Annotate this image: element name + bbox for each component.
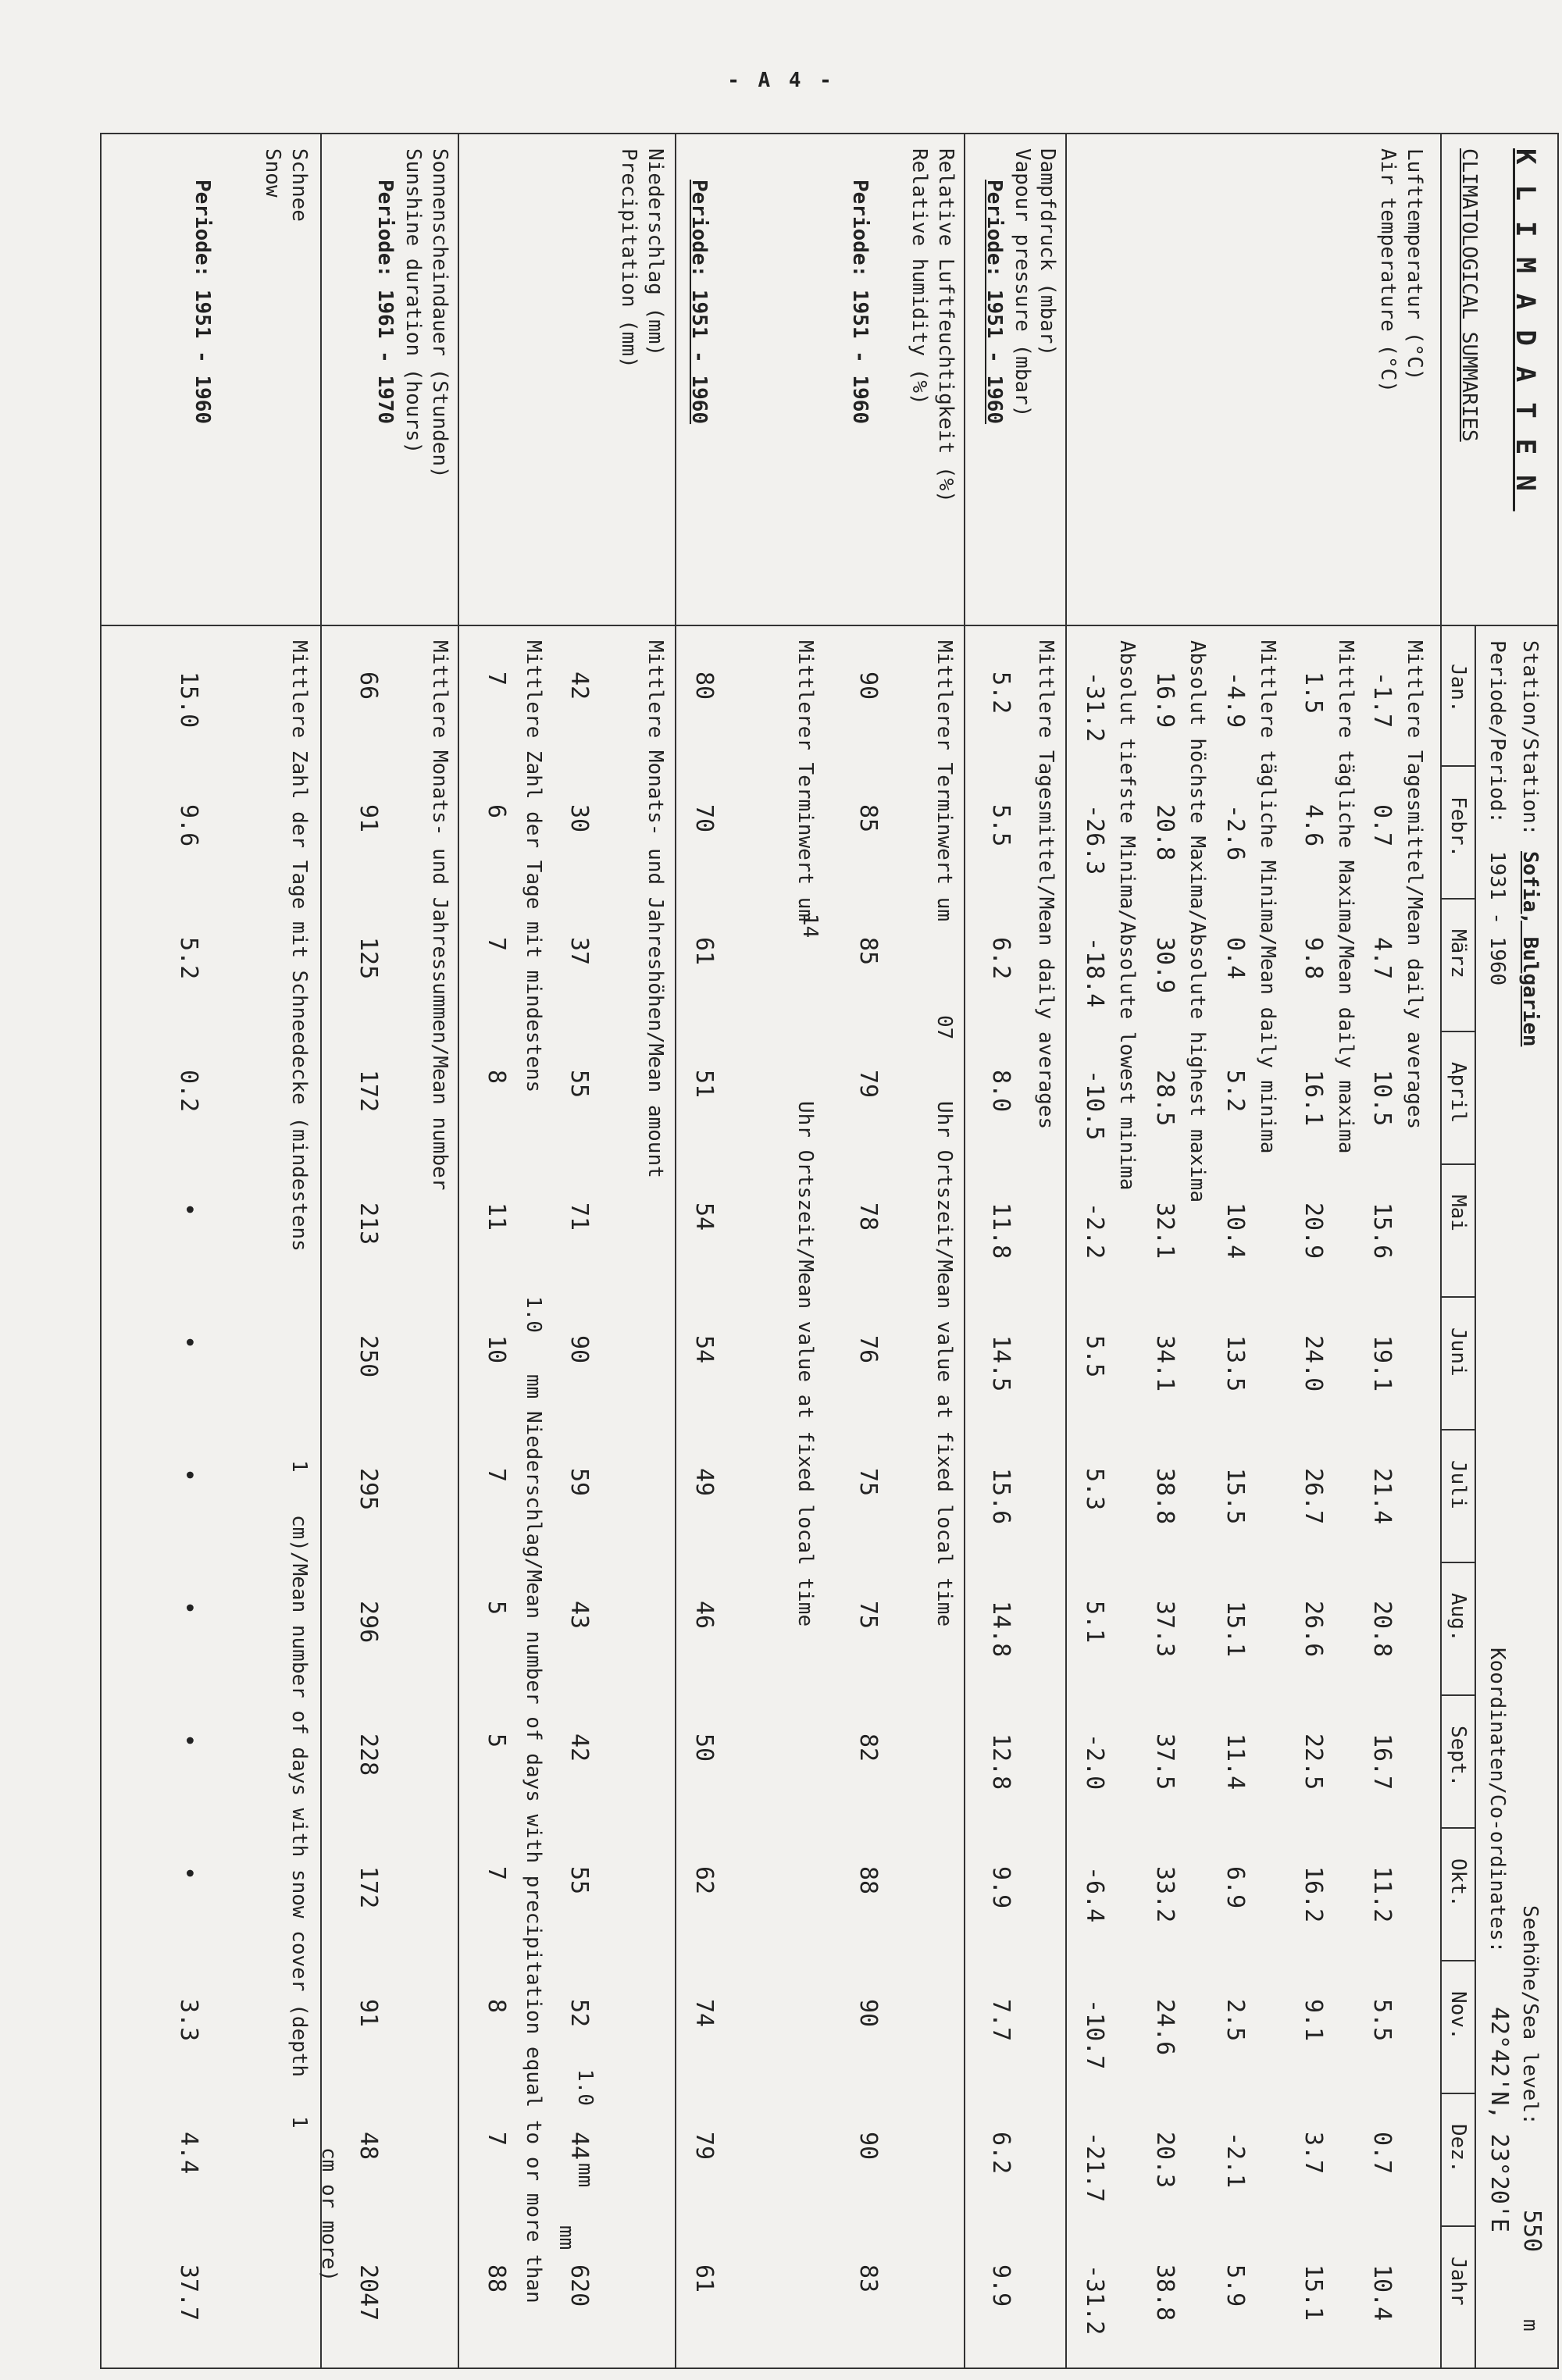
value-cell: 20.9 (1300, 1202, 1327, 1259)
value-cell: 50 (690, 1733, 718, 1762)
value-cell: 5.1 (1081, 1601, 1108, 1644)
humidity-period-2: Periode: 1951 - 1960 (687, 180, 711, 425)
value-cell: 70 (690, 804, 718, 833)
value-cell: • (175, 1601, 202, 1616)
value-cell: 43 (565, 1601, 593, 1630)
value-cell: -2.6 (1221, 804, 1249, 861)
month-row-top (1475, 625, 1476, 2369)
value-cell: 11 (483, 1202, 510, 1231)
month-header-6: Juli (1446, 1460, 1470, 1509)
value-cell: -2.1 (1221, 2132, 1249, 2189)
snow-threshold: 1 (287, 1460, 311, 1473)
snow-label-b: cm)/Mean number of days with snow cover (depth (287, 1515, 311, 2078)
value-cell: • (175, 1202, 202, 1217)
value-cell: 0.7 (1368, 804, 1396, 847)
temp-min-label: Mittlere tägliche Minima/Mean daily minima (1256, 640, 1279, 1154)
station-label: Station/Station: (1518, 640, 1542, 836)
value-cell: 15.1 (1221, 1601, 1249, 1658)
humidity-row2-label-en: Uhr Ortszeit/Mean value at fixed local time (793, 1101, 817, 1627)
humidity-period-1: Periode: 1951 - 1960 (848, 180, 872, 425)
month-header-4: Mai (1446, 1195, 1470, 1231)
humidity-name-de: Relative Luftfeuchtigkeit (%) (934, 148, 958, 503)
humidity-row1-hour: 07 (933, 1015, 956, 1040)
temp-absmin-label: Absolut tiefste Minima/Absolute lowest minima (1115, 640, 1139, 1191)
value-cell: 61 (690, 937, 718, 966)
value-cell: 228 (355, 1733, 382, 1776)
value-cell: 54 (690, 1202, 718, 1231)
frame-left (100, 133, 1559, 134)
temp-name-de: Lufttemperatur (°C) (1403, 148, 1426, 381)
value-cell: 250 (355, 1335, 382, 1378)
value-cell: 38.8 (1151, 2264, 1179, 2321)
temp-name-en: Air temperature (°C) (1376, 148, 1400, 394)
month-header-sep (1442, 2093, 1476, 2094)
value-cell: -2.0 (1081, 1733, 1108, 1790)
value-cell: 26.7 (1300, 1468, 1327, 1525)
temp-mean-label: Mittlere Tagesmittel/Mean daily averages (1403, 640, 1426, 1130)
value-cell: 62 (690, 1866, 718, 1895)
snow-label-a: Mittlere Zahl der Tage mit Schneedecke (mindestens (287, 640, 311, 1252)
value-cell: 26.6 (1300, 1601, 1327, 1658)
month-header-7: Aug. (1446, 1593, 1470, 1642)
month-header-sep (1442, 1562, 1476, 1563)
value-cell: 90 (565, 1335, 593, 1364)
value-cell: 2047 (355, 2264, 382, 2321)
page-number: - A 4 - (727, 69, 835, 92)
value-cell: 42 (565, 1733, 593, 1762)
value-cell: 5.5 (1081, 1335, 1108, 1378)
month-header-12: Jahr (1446, 2257, 1470, 2306)
value-cell: 20.3 (1151, 2132, 1179, 2189)
value-cell: 71 (565, 1202, 593, 1231)
precip-name-de: Niederschlag (mm) (644, 148, 667, 357)
value-cell: 74 (690, 1999, 718, 2028)
value-cell: 8 (483, 1070, 510, 1085)
value-cell: 7 (483, 672, 510, 686)
value-cell: 85 (854, 937, 882, 966)
value-cell: 88 (483, 2264, 510, 2293)
value-cell: 4.7 (1368, 937, 1396, 980)
value-cell: 59 (565, 1468, 593, 1497)
climate-table (100, 133, 1559, 2369)
month-header-9: Okt. (1446, 1858, 1470, 1908)
value-cell: 2.5 (1221, 1999, 1249, 2042)
value-cell: 5 (483, 1601, 510, 1616)
value-cell: 14.8 (987, 1601, 1015, 1658)
divider-humidity (964, 133, 965, 2369)
value-cell: 46 (690, 1601, 718, 1630)
value-cell: 11.4 (1221, 1733, 1249, 1790)
value-cell: 42 (565, 672, 593, 700)
month-header-10: Nov. (1446, 1991, 1470, 2040)
precip-amount-unit: mm (555, 2225, 578, 2250)
value-cell: 37.5 (1151, 1733, 1179, 1790)
sunshine-period: Periode: 1961 - 1970 (373, 180, 397, 425)
value-cell: 7 (483, 1468, 510, 1483)
month-header-8: Sept. (1446, 1726, 1470, 1787)
value-cell: 61 (690, 2264, 718, 2293)
value-cell: 5.2 (175, 937, 202, 980)
precip-days-label-a: Mittlere Zahl der Tage mit mindestens (522, 640, 545, 1093)
value-cell: -4.9 (1221, 672, 1249, 729)
value-cell: 90 (854, 2132, 882, 2161)
precip-days-label-b: mm Niederschlag/Mean number of days with precipitation equal to or more than (522, 1374, 545, 2303)
period-value: 1931 - 1960 (1485, 851, 1509, 986)
value-cell: 5 (483, 1733, 510, 1748)
value-cell: 6 (483, 804, 510, 819)
value-cell: 4.4 (175, 2132, 202, 2175)
sunshine-name-de: Sonnenscheindauer (Stunden) (428, 148, 451, 479)
value-cell: 24.6 (1151, 1999, 1179, 2056)
header-divider (1440, 133, 1442, 2369)
month-header-sep (1442, 1827, 1476, 1829)
value-cell: -10.7 (1081, 1999, 1108, 2070)
value-cell: 172 (355, 1866, 382, 1909)
value-cell: 11.8 (987, 1202, 1015, 1259)
value-cell: 10.4 (1368, 2264, 1396, 2321)
value-cell: -31.2 (1081, 2264, 1108, 2335)
value-cell: -10.5 (1081, 1070, 1108, 1141)
value-cell: 30.9 (1151, 937, 1179, 994)
value-cell: 48 (355, 2132, 382, 2161)
doc-subtitle: CLIMATOLOGICAL SUMMARIES (1457, 148, 1481, 442)
precip-days-threshold-2: 1.0 (573, 2069, 597, 2106)
value-cell: 9.6 (175, 804, 202, 847)
frame-right (100, 2368, 1559, 2369)
value-cell: 32.1 (1151, 1202, 1179, 1259)
value-cell: 90 (854, 672, 882, 700)
frame-bottom (100, 133, 102, 2369)
value-cell: 52 (565, 1999, 593, 2028)
value-cell: 55 (565, 1866, 593, 1895)
month-header-2: März (1446, 929, 1470, 978)
value-cell: 213 (355, 1202, 382, 1245)
value-cell: 19.1 (1368, 1335, 1396, 1392)
value-cell: 85 (854, 804, 882, 833)
snow-label-c: cm or more) (317, 2147, 341, 2282)
divider-sunshine (458, 133, 459, 2369)
value-cell: 0.2 (175, 1070, 202, 1113)
value-cell: 37.7 (175, 2264, 202, 2321)
month-header-sep (1442, 1960, 1476, 1961)
snow-period: Periode: 1951 - 1960 (191, 180, 214, 425)
value-cell: 7 (483, 2132, 510, 2147)
value-cell: • (175, 1335, 202, 1350)
value-cell: -1.7 (1368, 672, 1396, 729)
value-cell: 0.7 (1368, 2132, 1396, 2175)
value-cell: 91 (355, 1999, 382, 2028)
value-cell: 15.6 (1368, 1202, 1396, 1259)
value-cell: 76 (854, 1335, 882, 1364)
divider-vapour (1065, 133, 1067, 2369)
value-cell: 20.8 (1151, 804, 1179, 861)
value-cell: 1.5 (1300, 672, 1327, 714)
value-cell: 9.1 (1300, 1999, 1327, 2042)
value-cell: 0.4 (1221, 937, 1249, 980)
sea-level-label: Seehöhe/Sea level: (1518, 1905, 1542, 2125)
value-cell: 295 (355, 1468, 382, 1511)
vapour-name-de: Dampfdruck (mbar) (1036, 148, 1059, 357)
value-cell: • (175, 1468, 202, 1483)
value-cell: 7.7 (987, 1999, 1015, 2042)
value-cell: 91 (355, 804, 382, 833)
value-cell: 28.5 (1151, 1070, 1179, 1127)
value-cell: 3.3 (175, 1999, 202, 2042)
value-cell: 9.8 (1300, 937, 1327, 980)
humidity-row1-label-en: Uhr Ortszeit/Mean value at fixed local time (933, 1101, 956, 1627)
value-cell: 16.9 (1151, 672, 1179, 729)
value-cell: • (175, 1866, 202, 1881)
value-cell: 9.9 (987, 1866, 1015, 1909)
value-cell: 24.0 (1300, 1335, 1327, 1392)
value-cell: 10 (483, 1335, 510, 1364)
value-cell: -2.2 (1081, 1202, 1108, 1259)
value-cell: 8 (483, 1999, 510, 2014)
month-header-3: April (1446, 1062, 1470, 1124)
value-cell: 82 (854, 1733, 882, 1762)
month-header-sep (1442, 1429, 1476, 1430)
value-cell: 20.8 (1368, 1601, 1396, 1658)
value-cell: 6.2 (987, 2132, 1015, 2175)
value-cell: 5.5 (1368, 1999, 1396, 2042)
month-header-sep (1442, 2225, 1476, 2227)
value-cell: -18.4 (1081, 937, 1108, 1008)
value-cell: 79 (854, 1070, 882, 1099)
value-cell: -21.7 (1081, 2132, 1108, 2203)
value-cell: 54 (690, 1335, 718, 1364)
sunshine-name-en: Sunshine duration (hours) (401, 148, 425, 454)
value-cell: 11.2 (1368, 1866, 1396, 1923)
temp-absmax-label: Absolut höchste Maxima/Absolute highest maxima (1186, 640, 1209, 1203)
snow-name-de: Schnee (287, 148, 311, 222)
value-cell: 44 (565, 2132, 593, 2161)
value-cell: 13.5 (1221, 1335, 1249, 1392)
value-cell: 66 (355, 672, 382, 700)
doc-title: KLIMADATEN (1510, 148, 1541, 511)
value-cell: 90 (854, 1999, 882, 2028)
month-header-sep (1442, 1163, 1476, 1165)
value-cell: 8.0 (987, 1070, 1015, 1113)
month-header-sep (1442, 1296, 1476, 1298)
value-cell: 5.9 (1221, 2264, 1249, 2307)
humidity-row2-label-de: Mittlerer Terminwert um (793, 640, 817, 922)
value-cell: 14.5 (987, 1335, 1015, 1392)
value-cell: 75 (854, 1468, 882, 1497)
divider-snow (320, 133, 322, 2369)
month-header-sep (1442, 765, 1476, 767)
precip-amount-label: Mittlere Monats- und Jahreshöhen/Mean amount (644, 640, 667, 1178)
month-header-sep (1442, 1694, 1476, 1696)
precip-name-en: Precipitation (mm) (617, 148, 640, 369)
value-cell: 37 (565, 937, 593, 966)
value-cell: 172 (355, 1070, 382, 1113)
value-cell: 5.5 (987, 804, 1015, 847)
value-cell: 5.2 (987, 672, 1015, 714)
value-cell: -26.3 (1081, 804, 1108, 875)
sunshine-label: Mittlere Monats- und Jahressummen/Mean number (428, 640, 451, 1191)
value-cell: 125 (355, 937, 382, 980)
value-cell: 10.5 (1368, 1070, 1396, 1127)
value-cell: 51 (690, 1070, 718, 1099)
snow-threshold-2: 1 (287, 2116, 311, 2129)
value-cell: 34.1 (1151, 1335, 1179, 1392)
month-header-11: Dez. (1446, 2124, 1470, 2173)
value-cell: 79 (690, 2132, 718, 2161)
station-value: Sofia, Bulgarien (1518, 851, 1542, 1047)
value-cell: 75 (854, 1601, 882, 1630)
value-cell: 15.6 (987, 1468, 1015, 1525)
value-cell: 10.4 (1221, 1202, 1249, 1259)
coords-value: 42°42'N, 23°20'E (1485, 2007, 1513, 2232)
value-cell: 30 (565, 804, 593, 833)
value-cell: -6.4 (1081, 1866, 1108, 1923)
value-cell: 4.6 (1300, 804, 1327, 847)
value-cell: 16.2 (1300, 1866, 1327, 1923)
value-cell: 12.8 (987, 1733, 1015, 1790)
value-cell: 83 (854, 2264, 882, 2293)
value-cell: 15.5 (1221, 1468, 1249, 1525)
month-header-sep (1442, 898, 1476, 900)
value-cell: 16.1 (1300, 1070, 1327, 1127)
frame-top (1557, 133, 1559, 2369)
value-cell: 38.8 (1151, 1468, 1179, 1525)
period-label: Periode/Period: (1485, 640, 1509, 824)
value-cell: 16.7 (1368, 1733, 1396, 1790)
value-cell: 7 (483, 937, 510, 952)
vapour-period: Periode: 1951 - 1960 (982, 180, 1006, 425)
value-cell: 33.2 (1151, 1866, 1179, 1923)
month-header-sep (1442, 1031, 1476, 1032)
value-cell: 88 (854, 1866, 882, 1895)
value-cell: 55 (565, 1070, 593, 1099)
sea-level-value: 550 (1518, 2210, 1546, 2253)
temp-max-label: Mittlere tägliche Maxima/Mean daily maxima (1334, 640, 1357, 1154)
precip-days-threshold: 1.0 (522, 1296, 545, 1333)
value-cell: 49 (690, 1468, 718, 1497)
humidity-row1-label-de: Mittlerer Terminwert um (933, 640, 956, 922)
value-cell: 15.1 (1300, 2264, 1327, 2321)
value-cell: 296 (355, 1601, 382, 1644)
month-header-0: Jan. (1446, 664, 1470, 713)
snow-name-en: Snow (261, 148, 284, 198)
value-cell: 3.7 (1300, 2132, 1327, 2175)
value-cell: 7 (483, 1866, 510, 1881)
value-cell: 78 (854, 1202, 882, 1231)
label-column-divider (100, 625, 1559, 626)
month-header-1: Febr. (1446, 796, 1470, 858)
value-cell: 21.4 (1368, 1468, 1396, 1525)
divider-precip (675, 133, 676, 2369)
value-cell: 5.3 (1081, 1468, 1108, 1511)
sea-level-unit: m (1518, 2319, 1542, 2332)
humidity-row2-hour: 14 (798, 914, 822, 939)
vapour-mean-label: Mittlere Tagesmittel/Mean daily averages (1034, 640, 1057, 1130)
value-cell: 9.9 (987, 2264, 1015, 2307)
value-cell: 5.2 (1221, 1070, 1249, 1113)
value-cell: 15.0 (175, 672, 202, 729)
value-cell: 6.9 (1221, 1866, 1249, 1909)
vapour-name-en: Vapour pressure (mbar) (1011, 148, 1034, 418)
value-cell: • (175, 1733, 202, 1748)
value-cell: 620 (565, 2264, 593, 2307)
value-cell: 22.5 (1300, 1733, 1327, 1790)
month-header-5: Juni (1446, 1327, 1470, 1377)
coords-label: Koordinaten/Co-ordinates: (1485, 1648, 1509, 1954)
value-cell: 80 (690, 672, 718, 700)
value-cell: 6.2 (987, 937, 1015, 980)
value-cell: -31.2 (1081, 672, 1108, 743)
value-cell: 37.3 (1151, 1601, 1179, 1658)
humidity-name-en: Relative humidity (%) (908, 148, 931, 405)
precip-days-unit: mm (573, 2163, 597, 2188)
